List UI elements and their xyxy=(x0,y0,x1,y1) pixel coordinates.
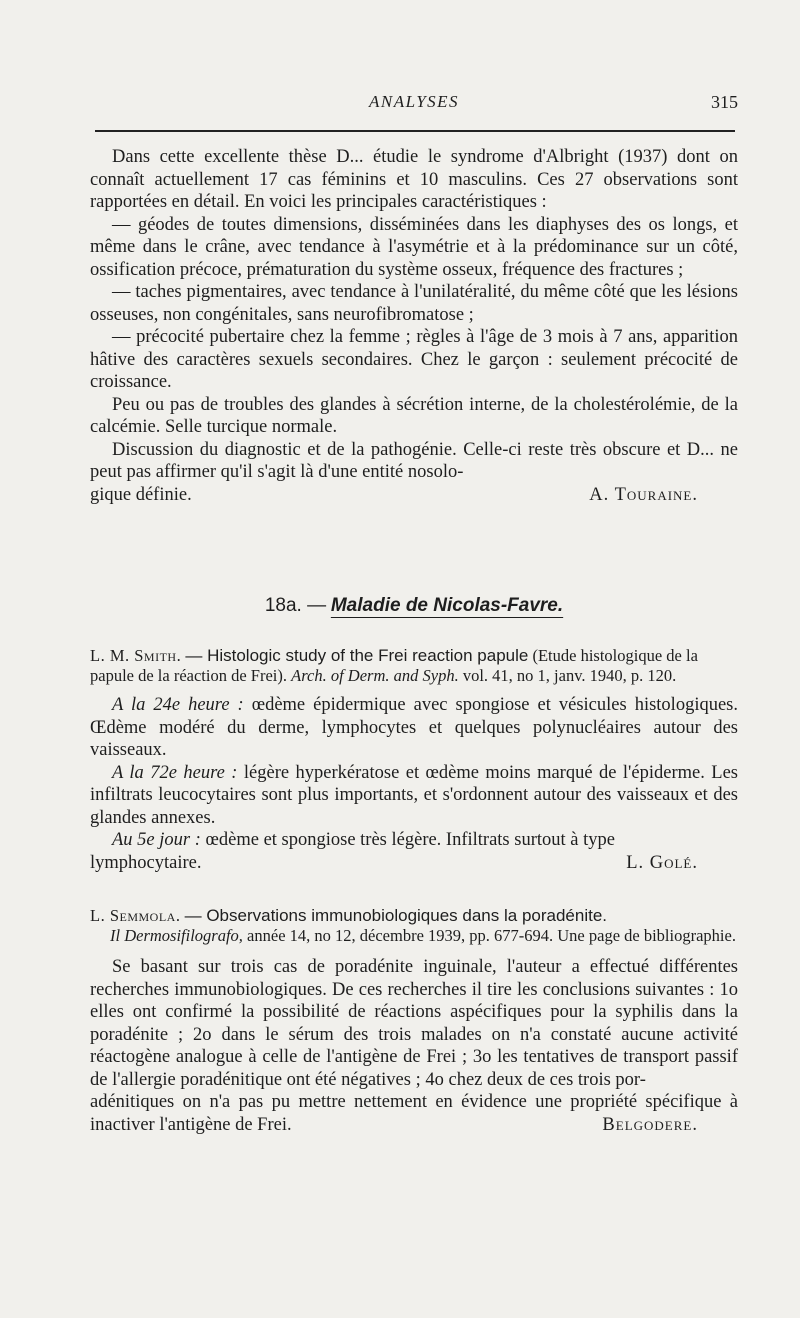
time-label: A la 72e heure : xyxy=(112,762,238,783)
section-title: Maladie de Nicolas-Favre. xyxy=(330,595,564,616)
paragraph: — géodes de toutes dimensions, disséminées dans les diaphyses des os longs, et même dans le crâne, avec tendance à l'asymétrie et à la prédominance sur un côté, ossification précoce, prématuration du système osseux, fréquence des fractures ; xyxy=(90,214,738,280)
last-line: adénitiques on n'a pas pu mettre nettement en évidence une propriété spécifique à inactiver l'antigène de Frei. xyxy=(90,1092,738,1135)
paragraph: Au 5e jour : œdème et spongiose très légère. Infiltrats surtout à type xyxy=(112,830,615,850)
running-title: ANALYSES xyxy=(368,92,460,111)
volume-info: année 14, no 12, décembre 1939, pp. 677-694. Une page de bibliographie. xyxy=(247,926,736,945)
signature-line xyxy=(90,1091,738,1136)
time-label: Au 5e jour : xyxy=(112,830,201,850)
reference-translation: (Etude histologique de la papule de la réaction de Frei). xyxy=(90,646,698,685)
signature-line xyxy=(90,484,738,507)
header-rule xyxy=(95,130,735,132)
author: L. Semmola. xyxy=(90,906,181,925)
bibliographic-reference xyxy=(90,646,738,686)
paper-title: — Observations immunobiologiques dans la poradénite. xyxy=(184,906,608,925)
paragraph: Peu ou pas de troubles des glandes à sécrétion interne, de la cholestérolémie, de la calcémie. Selle turcique normale. xyxy=(90,394,738,437)
article-semmola xyxy=(90,906,738,1136)
signature: Belgodere. xyxy=(602,1114,698,1135)
paragraph: — taches pigmentaires, avec tendance à l'unilatéralité, du même côté que les lésions osseuses, non congénitales, sans neurofibromatose ; xyxy=(90,282,738,325)
signature: L. Golé. xyxy=(626,852,698,873)
last-line: lymphocytaire. xyxy=(90,852,202,873)
paper-title: — Histologic study of the Frei reaction papule xyxy=(185,646,529,665)
author: L. M. Smith. xyxy=(90,646,182,665)
running-header xyxy=(90,92,738,120)
article-albright xyxy=(90,146,738,506)
paragraph: Se basant sur trois cas de poradénite inguinale, l'auteur a effectué différentes recherches immunobiologiques. De ces recherches il tire les conclusions suivantes : 1o elles ont confirmé la possibilité de réactions aspécifiques pour la syphilis dans la poradénite ; 2o dans le sérum des trois malades on n'a constaté aucune activité réactogène analogue à celle de l'antigène de Frei ; 3o les tentatives de transport passif de l'allergie poradénitique ont été négatives ; 4o chez deux de ces trois por- xyxy=(90,957,738,1090)
section-heading xyxy=(90,595,738,617)
time-label: A la 24e heure : xyxy=(112,695,244,715)
paragraph: Dans cette excellente thèse D... étudie le syndrome d'Albright (1937) dont on connaît actuellement 17 cas féminins et 10 masculins. Ces 27 observations sont rapportées en détail. En voici les principales caractéristiques : xyxy=(90,147,738,212)
volume-info: vol. 41, no 1, janv. 1940, p. 120. xyxy=(462,666,677,685)
signature-line xyxy=(90,852,738,875)
signature: A. Touraine. xyxy=(589,484,698,505)
bibliographic-reference xyxy=(90,906,738,946)
page-number: 315 xyxy=(711,92,738,112)
article-smith xyxy=(90,646,738,874)
paragraph: A la 24e heure : œdème épidermique avec spongiose et vésicules histologiques. Œdème modéré du derme, lymphocytes et quelques polynucléaires autour des vaisseaux. xyxy=(90,695,738,760)
reference-details xyxy=(90,926,738,946)
paragraph: Discussion du diagnostic et de la pathogénie. Celle-ci reste très obscure et D... ne peut pas affirmer qu'il s'agit là d'une entité nosolo- xyxy=(90,439,738,482)
journal-name: Il Dermosifilografo, xyxy=(110,926,243,945)
journal-name: Arch. of Derm. and Syph. xyxy=(291,666,459,685)
section-number: 18a. — xyxy=(264,595,327,616)
paragraph: A la 72e heure : légère hyperkératose et œdème moins marqué de l'épiderme. Les infiltrats leucocytaires sont plus importants, et s'ordonnent autour des vaisseaux et des glandes annexes. xyxy=(90,762,738,828)
last-line: gique définie. xyxy=(90,484,192,505)
paragraph: — précocité pubertaire chez la femme ; règles à l'âge de 3 mois à 7 ans, apparition hâtive des caractères sexuels secondaires. Chez le garçon : seulement précocité de croissance. xyxy=(90,327,738,392)
